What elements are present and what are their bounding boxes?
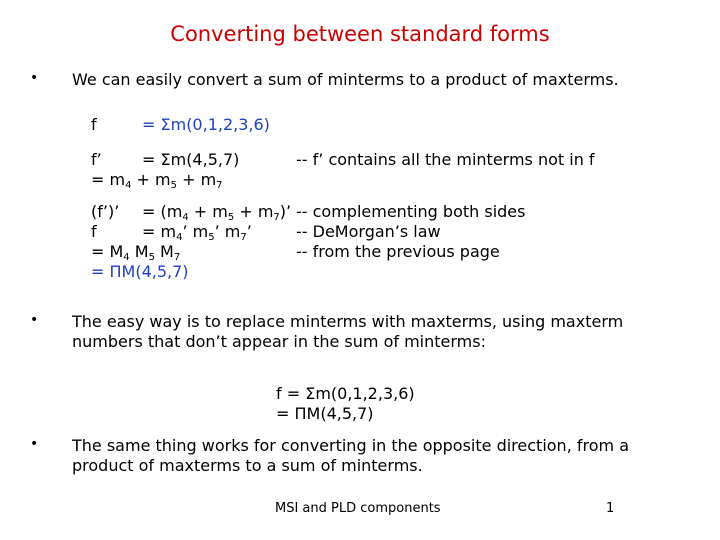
eq-step2-lhs: f <box>91 222 97 241</box>
eq-fprime-lhs: f’ <box>91 150 102 169</box>
bullet-3-line-2: product of maxterms to a sum of minterms. <box>72 456 423 475</box>
slide-title: Converting between standard forms <box>170 22 550 46</box>
bullet-2-marker: • <box>30 312 39 328</box>
summary-line-2: = ΠM(4,5,7) <box>276 404 374 423</box>
eq-step3-comment: -- from the previous page <box>296 242 500 261</box>
bullet-3-line-1: The same thing works for converting in the opposite direction, from a <box>72 436 629 455</box>
bullet-1-text: We can easily convert a sum of minterms to a product of maxterms. <box>72 70 619 89</box>
footer-text: MSI and PLD components <box>275 501 441 516</box>
page-number: 1 <box>606 501 615 516</box>
eq-f-rhs: = Σm(0,1,2,3,6) <box>142 115 270 134</box>
eq-step4: = ΠM(4,5,7) <box>91 262 189 281</box>
bullet-3-marker: • <box>30 436 39 452</box>
eq-fprime-comment: -- f’ contains all the minterms not in f <box>296 150 595 169</box>
eq-step1-rhs: = $(m_4 + m_5 + m_7)$’ <box>142 202 292 223</box>
bullet-1-marker: • <box>30 70 39 86</box>
eq-step2-comment: -- DeMorgan’s law <box>296 222 441 241</box>
eq-step1-lhs: (f’)’ <box>91 202 120 221</box>
eq-step3: = $M_4$ $M_5$ $M_7$ <box>91 242 181 263</box>
bullet-2-line-1: The easy way is to replace minterms with maxterms, using maxterm <box>72 312 624 331</box>
eq-fprime-expand: = $m_4 + m_5 + m_7$ <box>91 170 223 191</box>
eq-step2-rhs: = $m_4$’ $m_5$’ $m_7$’ <box>142 222 252 243</box>
bullet-2-line-2: numbers that don’t appear in the sum of minterms: <box>72 332 486 351</box>
eq-f-lhs: f <box>91 115 97 134</box>
eq-fprime-rhs: = Σm(4,5,7) <box>142 150 240 169</box>
summary-line-1: f = Σm(0,1,2,3,6) <box>276 384 415 403</box>
eq-step1-comment: -- complementing both sides <box>296 202 526 221</box>
